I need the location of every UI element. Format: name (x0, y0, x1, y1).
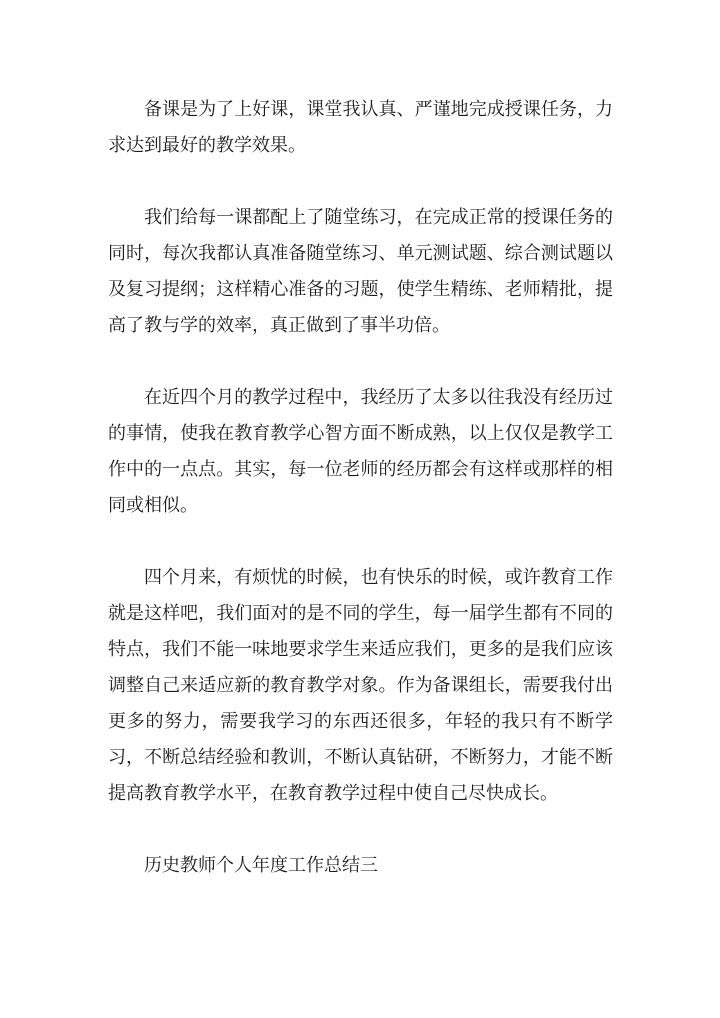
paragraph-four-months-reflection: 四个月来，有烦忧的时候，也有快乐的时候，或许教育工作就是这样吧，我们面对的是不同的学生，每一届学生都有不同的特点，我们不能一味地要求学生来适应我们，更多的是我们应该调整自己来适应新的教育教学对象。作为备课组长，需要我付出更多的努力，需要我学习的东西还很多，年轻的我只有不断学习，不断总结经验和教训，不断认真钻研，不断努力，才能不断提高教育教学水平，在教育教学过程中使自己尽快成长。 (108, 567, 613, 804)
paragraph-teaching-experience: 在近四个月的教学过程中，我经历了太多以往我没有经历过的事情，使我在教育教学心智方面不断成熟，以上仅仅是教学工作中的一点点。其实，每一位老师的经历都会有这样或那样的相同或相似。 (108, 387, 613, 516)
paragraph-practice-exercises: 我们给每一课都配上了随堂练习，在完成正常的授课任务的同时，每次我都认真准备随堂练习、单元测试题、综合测试题以及复习提纲；这样精心准备的习题，使学生精练、老师精批，提高了教与学的效率，真正做到了事半功倍。 (108, 207, 613, 336)
paragraph-lesson-prep: 备课是为了上好课，课堂我认真、严谨地完成授课任务，力求达到最好的教学效果。 (108, 99, 613, 156)
document-page (108, 92, 613, 884)
section-heading: 历史教师个人年度工作总结三 (144, 855, 378, 876)
